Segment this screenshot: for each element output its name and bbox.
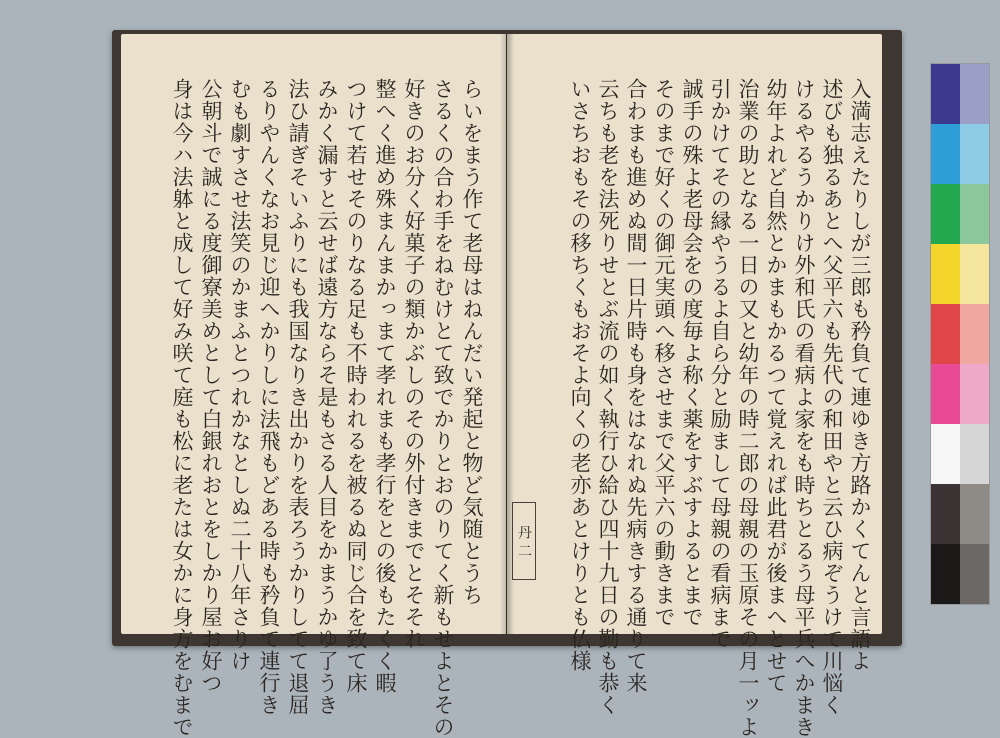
right-page-column: 幼年よれど自然とかまもかるつて覚えれば此君が後まへとせて xyxy=(764,78,788,694)
right-page-column: 云ちも老を法死りせとぶ流の如く執行ひ給ひ四十九日の勤も恭く xyxy=(596,78,620,716)
folio-mark xyxy=(512,502,536,580)
color-swatch xyxy=(931,304,960,364)
color-swatch xyxy=(960,64,989,124)
right-page-column: 引かけてその縁やうるよ自ら分と励まして母親の看病まで xyxy=(708,78,732,650)
right-page-column: 合わまも進めぬ間一日片時も身をはなれぬ先病きする通りて来 xyxy=(624,78,648,694)
right-page-column: 述びも独るあとへ父平六も先代の和田やと云ひ病ぞうけて川悩く xyxy=(820,78,844,716)
color-swatch xyxy=(931,364,960,424)
left-page-column: さるくの合わ手をねむけとて致でかりとおのりてく新もせよとその xyxy=(431,78,455,738)
right-page-column: 入満志えたりしが三郎も矜負て連ゆき方路かくてんと言語よ xyxy=(848,78,872,672)
left-page-column: 身は今ハ法躰と成して好み咲て庭も松に老たは女かに身方をむまで xyxy=(170,78,194,738)
color-swatch xyxy=(960,544,989,604)
color-swatch xyxy=(960,484,989,544)
color-swatch xyxy=(931,64,960,124)
right-page-column: 誠手の殊よ老母会をの度毎よ称く薬をすぶすよるとまで xyxy=(680,78,704,628)
left-page-column: 公朝斗で誠にる度御寮美めとして白銀れおとをしかり屋お好つ xyxy=(199,78,223,694)
color-swatch xyxy=(960,304,989,364)
left-page-column: 好きのお分く好菓子の類かぶしのその外付きまでとそそれ xyxy=(402,78,426,650)
color-swatch xyxy=(931,244,960,304)
left-page-column: つけて若せそのりなる足も不時われるを被るぬ同じ合を致て床 xyxy=(344,78,368,694)
left-page-column: むも劇すさせ法笑のかまふとつれかなとしぬ二十八年さりけ xyxy=(228,78,252,672)
left-page-column: 整へく進め殊まんまかっまて孝れまも孝行をとの後もたくく暇 xyxy=(373,78,397,694)
left-page-column: みかく漏すと云せば遠方ならそ是もさる人目をかまうかゆ了うき xyxy=(315,78,339,716)
color-swatch xyxy=(931,484,960,544)
color-checker xyxy=(930,63,990,605)
color-swatch xyxy=(960,124,989,184)
right-page-column: そのまで好くの御元実頭へ移させまで父平六の動きまで xyxy=(652,78,676,628)
left-page-column: 法ひ請ぎそいふりにも我国なりき出かりを表ろうかりしてて退屈 xyxy=(286,78,310,716)
folio-label: 丹 二 xyxy=(516,524,532,558)
color-swatch xyxy=(960,364,989,424)
left-page-column: るりやんくなお見じ迎へかりしに法飛もどある時も矜負て連行き xyxy=(257,78,281,716)
color-swatch xyxy=(931,544,960,604)
color-swatch xyxy=(931,424,960,484)
left-page-column: らいをまう作て老母はねんだい発起と物ど気随とうち xyxy=(460,78,484,606)
color-swatch xyxy=(931,184,960,244)
right-page-column: けるやるうかりけ外和氏の看病よ家をも時ちとるう母平兵へかまき xyxy=(792,78,816,738)
color-swatch xyxy=(960,424,989,484)
right-page-column: いさちおもその移ちくもおそよ向くの老亦あとけりとも仏様 xyxy=(568,78,592,672)
color-swatch xyxy=(960,184,989,244)
color-swatch xyxy=(931,124,960,184)
right-page-column: 治業の助となる一日の又と幼年の時二郎の母親の玉原その月一ッよ xyxy=(736,78,760,738)
color-swatch xyxy=(960,244,989,304)
